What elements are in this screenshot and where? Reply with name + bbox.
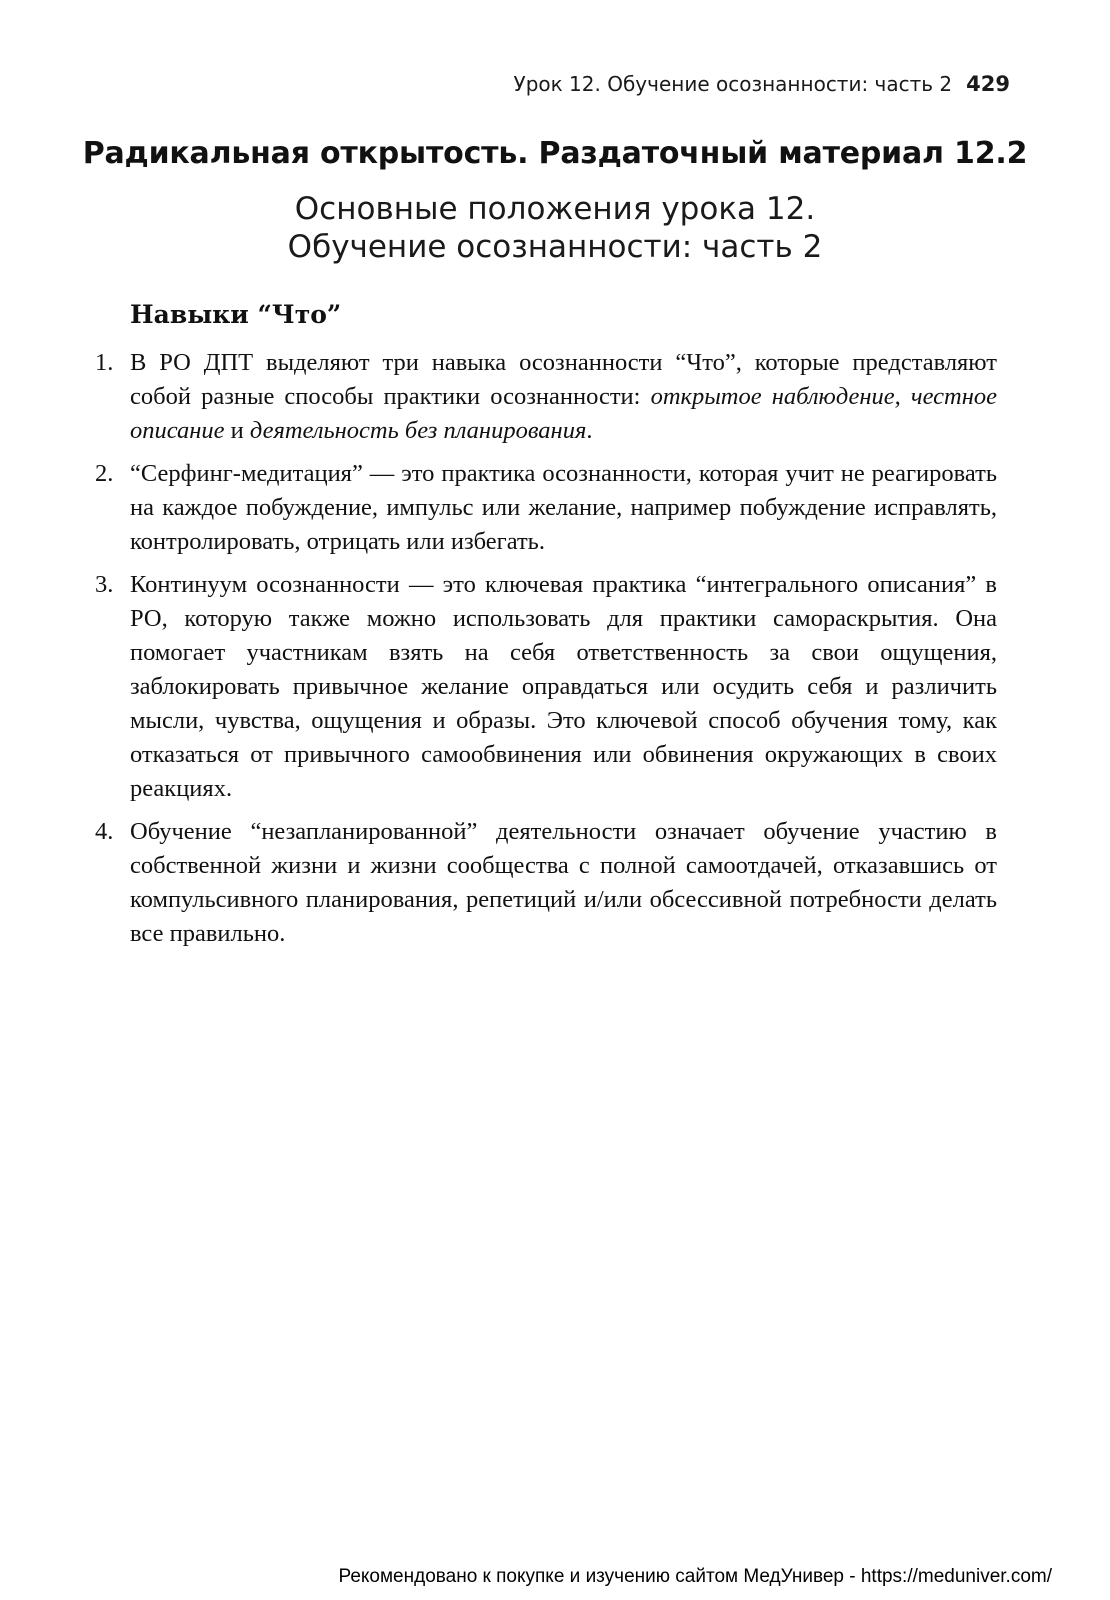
list-item-number: 1. [95,349,114,376]
handout-title: Радикальная открытость. Раздаточный материал 12.2 [82,136,1028,171]
list-item-text: В РО ДПТ выделяют три навыка осознанности “Что”, которые представляют собой разные способы практики осознанности: [130,349,997,410]
list-item-text: Обучение “незапланированной” деятельности означает обучение участию в собственной жизни и жизни сообщества с полной самоотдачей, отказавшись от компульсивного планирования, репетиций и/или обсессивной потребности делать все правильно. [130,818,997,947]
footer-watermark-text: Рекомендовано к покупке и изучению сайтом МедУнивер - https://meduniver.com/ [338,1566,1052,1587]
list-item-text: . [586,417,593,444]
list-item-text: “Серфинг-медитация” — это практика осознанности, которая учит не реагировать на каждое побуждение, импульс или желание, например побуждение исправлять, контролировать, отрицать или избегать. [130,460,997,555]
page-number: 429 [966,72,1010,96]
list-item [95,457,997,559]
handout-subtitle [0,190,1110,266]
list-item-number: 4. [95,818,114,845]
list-item-number: 3. [95,571,114,598]
list-item-text: Континуум осознанности — это ключевая практика “интегрального описания” в РО, которую также можно использовать для практики самораскрытия. Она помогает участникам взять на себя ответственность за свои ощущения, заблокировать привычное желание оправдаться или осудить себя и различить мысли, чувства, ощущения и образы. Это ключевой способ обучения тому, как отказаться от привычного самообвинения или обвинения окружающих в своих реакциях. [130,571,997,802]
running-head-title: Урок 12. Обучение осознанности: часть 2 [513,72,953,96]
list-item [95,815,997,951]
list-item [95,568,997,806]
list-item [95,346,997,448]
list-item-text: и [224,417,250,444]
numbered-list [95,346,997,960]
list-item-italic-text: деятельность без планирования [249,417,587,444]
running-head [514,72,1011,96]
subtitle-line-1: Основные положения урока 12. [294,191,816,227]
list-item-italic-text: открытое наблюдение, честное описание [130,383,997,444]
section-heading: Навыки “Что” [130,300,342,329]
list-item-number: 2. [95,460,114,487]
subtitle-line-2: Обучение осознанности: часть 2 [287,229,823,265]
